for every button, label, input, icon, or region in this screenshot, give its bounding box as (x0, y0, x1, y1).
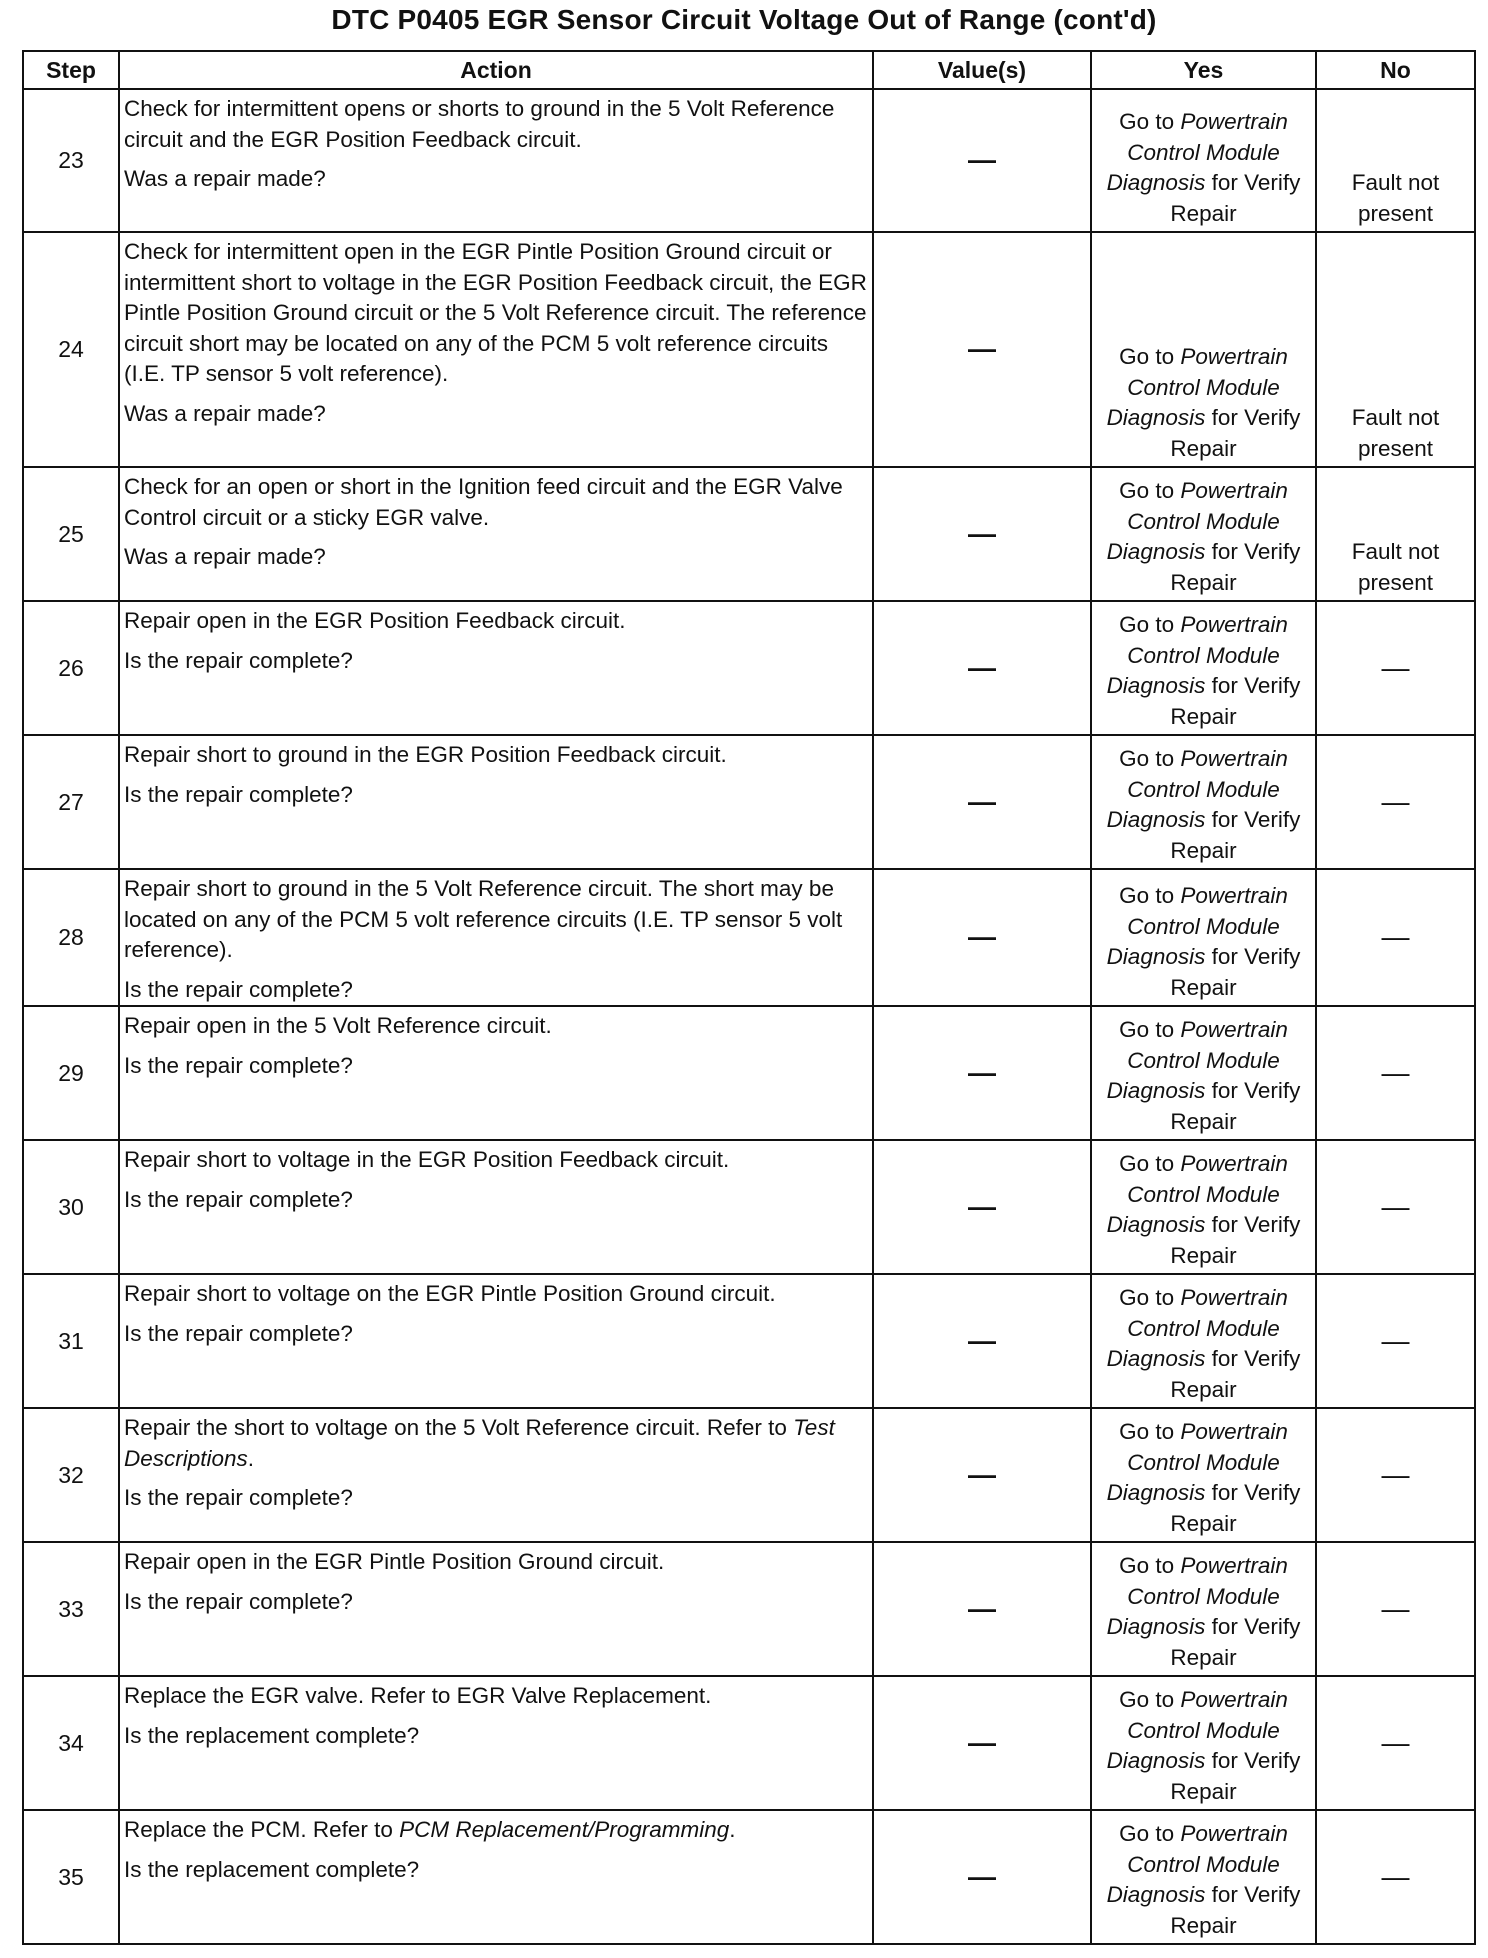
yes-suffix: for Verify Repair (1170, 944, 1301, 1000)
value-cell: — (873, 467, 1091, 601)
value-cell: — (873, 735, 1091, 869)
table-row (23, 601, 1475, 735)
yes-go-to: Go to (1119, 109, 1181, 134)
yes-cell (1091, 1408, 1316, 1542)
action-question: Is the repair complete? (124, 976, 353, 1002)
action-question: Is the repair complete? (124, 647, 353, 673)
yes-cell (1091, 601, 1316, 735)
yes-suffix: for Verify Repair (1170, 170, 1301, 226)
header-step: Step (23, 51, 119, 89)
action-question: Was a repair made? (124, 166, 326, 191)
yes-cell (1091, 735, 1316, 869)
yes-go-to: Go to (1119, 344, 1181, 369)
yes-link: Powertrain Control Module Diagnosis (1106, 612, 1288, 698)
yes-link: Powertrain Control Module Diagnosis (1106, 1151, 1288, 1237)
table-body (23, 89, 1475, 1944)
action-question: Is the replacement complete? (124, 1722, 420, 1748)
action-text (124, 608, 626, 633)
step-cell: 26 (23, 601, 119, 735)
step-cell: 25 (23, 467, 119, 601)
yes-go-to: Go to (1119, 1821, 1181, 1846)
yes-suffix: for Verify Repair (1170, 539, 1301, 595)
step-cell: 31 (23, 1274, 119, 1408)
action-text (124, 1549, 664, 1574)
action-cell (119, 1676, 873, 1810)
yes-go-to: Go to (1119, 1285, 1181, 1310)
step-cell: 33 (23, 1542, 119, 1676)
action-reference: PCM Replacement/Programming (399, 1817, 730, 1842)
yes-go-to: Go to (1119, 1017, 1181, 1042)
diagnostic-table (22, 50, 1476, 1945)
step-cell: 34 (23, 1676, 119, 1810)
yes-suffix: for Verify Repair (1170, 673, 1301, 729)
table-row (23, 232, 1475, 467)
action-instruction: Repair open in the EGR Pintle Position Ground circuit. (124, 1549, 665, 1574)
action-text (124, 1281, 776, 1306)
yes-link: Powertrain Control Module Diagnosis (1106, 1285, 1288, 1371)
action-instruction: Replace the EGR valve. Refer to EGR Valve Replacement. (124, 1683, 712, 1708)
table-row (23, 1408, 1475, 1542)
table-row (23, 1676, 1475, 1810)
header-yes: Yes (1091, 51, 1316, 89)
action-instruction: Repair short to voltage on the EGR Pintle Position Ground circuit. (124, 1281, 776, 1306)
action-instruction: Repair open in the EGR Position Feedback circuit. (124, 608, 626, 633)
yes-suffix: for Verify Repair (1170, 1078, 1301, 1134)
table-row (23, 89, 1475, 232)
action-instruction: Check for intermittent open in the EGR Pintle Position Ground circuit or intermittent short to voltage in the EGR Position Feedback circuit, the EGR Pintle Position Ground circuit or the 5 Volt Reference circuit. The reference circuit short may be located on any of the PCM 5 volt reference circuits (I.E. TP sensor 5 volt reference). (124, 239, 867, 386)
yes-link: Powertrain Control Module Diagnosis (1106, 1687, 1288, 1773)
table-row (23, 1810, 1475, 1944)
yes-suffix: for Verify Repair (1170, 1882, 1301, 1938)
header-action: Action (119, 51, 873, 89)
action-question: Was a repair made? (124, 400, 326, 426)
action-text (124, 1147, 729, 1172)
yes-link: Powertrain Control Module Diagnosis (1106, 746, 1288, 832)
yes-go-to: Go to (1119, 1553, 1181, 1578)
action-text (124, 1415, 835, 1471)
step-cell: 28 (23, 869, 119, 1006)
action-text (124, 1817, 736, 1842)
action-reference: Test Descriptions (124, 1415, 835, 1471)
no-cell: — (1316, 869, 1475, 1006)
yes-cell (1091, 869, 1316, 1006)
yes-suffix: for Verify Repair (1170, 1748, 1301, 1804)
no-cell: — (1316, 601, 1475, 735)
yes-suffix: for Verify Repair (1170, 1346, 1301, 1402)
yes-suffix: for Verify Repair (1170, 1614, 1301, 1670)
action-instruction: Check for an open or short in the Ignition feed circuit and the EGR Valve Control circuit or a sticky EGR valve. (124, 474, 843, 530)
action-cell (119, 467, 873, 601)
action-cell (119, 601, 873, 735)
table-row (23, 1542, 1475, 1676)
action-text (124, 239, 867, 386)
yes-link: Powertrain Control Module Diagnosis (1106, 1821, 1288, 1907)
action-cell (119, 735, 873, 869)
yes-cell (1091, 1006, 1316, 1140)
action-text (124, 1013, 552, 1038)
action-question: Is the repair complete? (124, 1052, 353, 1078)
step-cell: 24 (23, 232, 119, 467)
no-cell: Fault not present (1316, 467, 1475, 601)
header-no: No (1316, 51, 1475, 89)
value-cell: — (873, 1676, 1091, 1810)
action-cell (119, 869, 873, 1006)
yes-go-to: Go to (1119, 1687, 1181, 1712)
no-cell: — (1316, 1274, 1475, 1408)
action-cell (119, 1006, 873, 1140)
action-end: . (247, 1445, 255, 1471)
yes-go-to: Go to (1119, 883, 1181, 908)
action-instruction: Repair short to ground in the EGR Position Feedback circuit. (124, 742, 727, 767)
value-cell: — (873, 232, 1091, 467)
yes-go-to: Go to (1119, 746, 1181, 771)
yes-suffix: for Verify Repair (1170, 1212, 1301, 1268)
step-cell: 23 (23, 89, 119, 232)
action-cell (119, 89, 873, 232)
action-instruction: Repair short to ground in the 5 Volt Reference circuit. The short may be located on any of the PCM 5 volt reference circuits (I.E. TP sensor 5 volt reference). (124, 876, 843, 962)
yes-cell (1091, 1274, 1316, 1408)
yes-cell (1091, 1542, 1316, 1676)
value-cell: — (873, 1408, 1091, 1542)
no-cell: — (1316, 1006, 1475, 1140)
action-text (124, 96, 834, 152)
action-cell (119, 1274, 873, 1408)
table-row (23, 869, 1475, 1006)
no-cell: — (1316, 1676, 1475, 1810)
action-question: Is the replacement complete? (124, 1856, 420, 1882)
value-cell: — (873, 1140, 1091, 1274)
action-text (124, 876, 842, 962)
action-text (124, 1683, 711, 1708)
action-instruction: Replace the PCM. Refer to (124, 1817, 400, 1842)
step-cell: 35 (23, 1810, 119, 1944)
yes-link: Powertrain Control Module Diagnosis (1106, 1553, 1288, 1639)
yes-go-to: Go to (1119, 1419, 1181, 1444)
yes-cell (1091, 1810, 1316, 1944)
action-end: . (729, 1817, 736, 1842)
no-cell: — (1316, 735, 1475, 869)
table-row (23, 1140, 1475, 1274)
action-instruction: Repair short to voltage in the EGR Position Feedback circuit. (124, 1147, 730, 1172)
action-instruction: Check for intermittent opens or shorts to ground in the 5 Volt Reference circuit and the EGR Position Feedback circuit. (124, 96, 835, 152)
table-row (23, 735, 1475, 869)
value-cell: — (873, 1810, 1091, 1944)
yes-suffix: for Verify Repair (1170, 807, 1301, 863)
action-cell (119, 1408, 873, 1542)
yes-link: Powertrain Control Module Diagnosis (1106, 883, 1288, 969)
yes-cell (1091, 1140, 1316, 1274)
no-cell: Fault not present (1316, 232, 1475, 467)
action-cell (119, 1810, 873, 1944)
yes-link: Powertrain Control Module Diagnosis (1106, 344, 1288, 430)
action-instruction: Repair open in the 5 Volt Reference circuit. (124, 1013, 552, 1038)
value-cell: — (873, 1542, 1091, 1676)
yes-cell (1091, 1676, 1316, 1810)
step-cell: 30 (23, 1140, 119, 1274)
table-row (23, 467, 1475, 601)
action-cell (119, 232, 873, 467)
yes-go-to: Go to (1119, 612, 1181, 637)
action-question: Is the repair complete? (124, 1186, 353, 1212)
yes-go-to: Go to (1119, 478, 1181, 503)
yes-link: Powertrain Control Module Diagnosis (1106, 478, 1288, 564)
table-row (23, 1006, 1475, 1140)
no-cell: Fault not present (1316, 89, 1475, 232)
no-cell: — (1316, 1140, 1475, 1274)
value-cell: — (873, 1274, 1091, 1408)
no-cell: — (1316, 1408, 1475, 1542)
action-question: Is the repair complete? (124, 781, 353, 807)
table-header-row (23, 51, 1475, 89)
step-cell: 32 (23, 1408, 119, 1542)
value-cell: — (873, 89, 1091, 232)
yes-link: Powertrain Control Module Diagnosis (1106, 109, 1288, 195)
action-question: Is the repair complete? (124, 1485, 353, 1510)
value-cell: — (873, 869, 1091, 1006)
header-values: Value(s) (873, 51, 1091, 89)
yes-cell (1091, 232, 1316, 467)
yes-suffix: for Verify Repair (1170, 1480, 1301, 1536)
action-cell (119, 1140, 873, 1274)
no-cell: — (1316, 1542, 1475, 1676)
yes-cell (1091, 467, 1316, 601)
action-text (124, 742, 727, 767)
yes-cell (1091, 89, 1316, 232)
step-cell: 27 (23, 735, 119, 869)
value-cell: — (873, 601, 1091, 735)
action-text (124, 474, 843, 530)
action-question: Was a repair made? (124, 544, 326, 569)
action-question: Is the repair complete? (124, 1320, 353, 1346)
action-instruction: Repair the short to voltage on the 5 Volt Reference circuit. Refer to (124, 1415, 794, 1440)
yes-suffix: for Verify Repair (1170, 405, 1301, 461)
action-cell (119, 1542, 873, 1676)
yes-link: Powertrain Control Module Diagnosis (1106, 1017, 1288, 1103)
action-question: Is the repair complete? (124, 1588, 353, 1614)
no-cell: — (1316, 1810, 1475, 1944)
table-row (23, 1274, 1475, 1408)
step-cell: 29 (23, 1006, 119, 1140)
value-cell: — (873, 1006, 1091, 1140)
yes-go-to: Go to (1119, 1151, 1181, 1176)
yes-link: Powertrain Control Module Diagnosis (1106, 1419, 1288, 1505)
document-title: DTC P0405 EGR Sensor Circuit Voltage Out of Range (cont'd) (331, 4, 1157, 35)
